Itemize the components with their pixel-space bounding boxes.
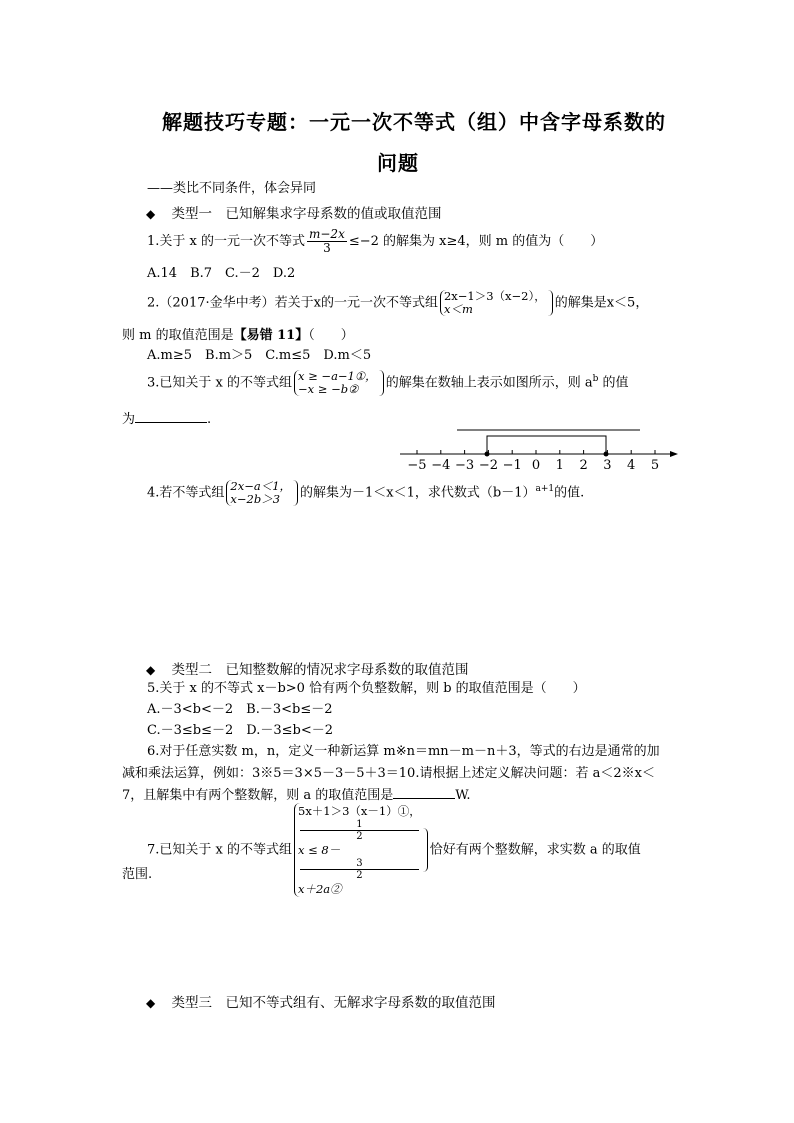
section-heading-type3 xyxy=(146,991,496,1011)
system-brace-end xyxy=(293,480,298,506)
fraction-numerator: 1 xyxy=(300,819,419,831)
question-text: 2.（2017·金华中考）若关于x的一元一次不等式组 xyxy=(147,295,438,311)
question-1-options: A.14 B.7 C.－2 D.2 xyxy=(147,266,296,281)
diamond-bullet-icon: ◆ xyxy=(146,663,156,677)
inequality-system xyxy=(440,290,546,316)
question-text: 的解集在数轴上表示如图所示，则 a xyxy=(385,375,593,391)
question-text: 4.若不等式组 xyxy=(147,485,225,501)
section-heading-type1 xyxy=(146,202,442,222)
tick-label: −3 xyxy=(455,458,475,473)
question-7-line2: 范围. xyxy=(122,867,153,882)
tick-label: 3 xyxy=(603,458,612,473)
question-text: 的解集是x＜5， xyxy=(554,295,649,311)
inequality-system xyxy=(226,480,291,506)
question-5-options-cd: C.－3≤b≤－2 D.－3≤b<－2 xyxy=(147,723,334,738)
subtitle: ——类比不同条件，体会异同 xyxy=(147,181,317,196)
question-text: 1.关于 x 的一元一次不等式 xyxy=(147,234,305,249)
question-6-line1: 6.对于任意实数 m，n，定义一种新运算 m※n＝mn－m－n＋3，等式的右边是通常的加 xyxy=(147,744,660,759)
answer-blank[interactable] xyxy=(393,798,455,799)
system-line-1: 2x−1＞3（x−2）， xyxy=(443,289,546,303)
question-4 xyxy=(147,480,584,506)
section-title: 类型三 已知不等式组有、无解求字母系数的取值范围 xyxy=(171,995,496,1011)
system-text: x＋2a② xyxy=(298,882,342,896)
exponent: b xyxy=(592,374,599,385)
question-7 xyxy=(147,803,641,897)
inequality-system xyxy=(294,803,421,897)
section-title: 类型一 已知解集求字母系数的值或取值范围 xyxy=(171,206,442,222)
answer-blank[interactable] xyxy=(135,422,207,423)
system-brace-end xyxy=(379,370,384,396)
fraction-numerator: 3 xyxy=(300,858,419,870)
question-2 xyxy=(147,290,648,316)
section-heading-type2 xyxy=(146,658,469,678)
inequality-system xyxy=(294,370,377,396)
question-text: W. xyxy=(455,788,471,803)
fraction xyxy=(300,858,419,881)
question-6-line2: 减和乘法运算，例如：3※5＝3×5－3－5＋3＝10.请根据上述定义解决问题：若 a＜2※x＜ xyxy=(122,766,655,781)
tick-label: −2 xyxy=(478,458,498,473)
question-3 xyxy=(147,370,628,396)
number-line-ticks xyxy=(407,450,659,473)
question-1 xyxy=(147,228,603,255)
section-title: 类型二 已知整数解的情况求字母系数的取值范围 xyxy=(171,662,469,678)
fraction xyxy=(307,228,347,255)
system-line-1: 2x−a＜1， xyxy=(230,479,292,493)
question-2-line2 xyxy=(122,327,354,345)
question-text: 为 xyxy=(122,412,136,427)
system-brace-end xyxy=(548,290,553,316)
tick-label: 2 xyxy=(579,458,588,473)
question-text: ≤−2 的解集为 x≥4，则 m 的值为（ ） xyxy=(348,234,604,249)
fraction-denominator: 2 xyxy=(356,831,363,842)
diamond-bullet-icon: ◆ xyxy=(146,207,156,221)
system-line-1: x ≥ −a−1①， xyxy=(298,369,377,383)
tick-label: 5 xyxy=(650,458,660,473)
question-5-options-ab: A.－3<b<－2 B.－3<b≤－2 xyxy=(147,702,333,717)
diamond-bullet-icon: ◆ xyxy=(146,996,156,1010)
question-text: 的值. xyxy=(554,485,585,501)
system-line-2: x＜m xyxy=(443,302,473,316)
system-line-2: −x ≥ −b② xyxy=(298,382,359,396)
question-text: . xyxy=(207,412,212,427)
number-line-figure xyxy=(400,422,680,474)
tick-label: 0 xyxy=(531,458,541,473)
question-text: 7.已知关于 x 的不等式组 xyxy=(147,842,292,858)
tick-label: 4 xyxy=(627,458,636,473)
system-line-2: x−2b＞3 xyxy=(230,492,281,506)
exponent: a+1 xyxy=(535,484,555,495)
fraction xyxy=(300,819,419,842)
question-text: 则 m 的取值范围是 xyxy=(122,328,234,343)
question-5: 5.关于 x 的不等式 x－b>0 恰有两个负整数解，则 b 的取值范围是（ ） xyxy=(147,681,586,696)
system-line-2 xyxy=(298,819,421,897)
axis-arrow-icon xyxy=(670,451,678,457)
tick-label: −1 xyxy=(502,458,522,473)
tick-label: −4 xyxy=(431,458,451,473)
question-3-line2 xyxy=(122,411,211,429)
solution-ray-right xyxy=(487,436,606,454)
page-title-line2: 问题 xyxy=(377,151,419,175)
system-brace-end xyxy=(423,828,428,872)
fraction-denominator: 3 xyxy=(323,241,331,255)
question-text: 3.已知关于 x 的不等式组 xyxy=(147,375,292,391)
system-text: x ≤ 8－ xyxy=(298,843,341,857)
question-text: 恰好有两个整数解，求实数 a 的取值 xyxy=(429,842,641,858)
question-text: （ ） xyxy=(308,328,354,343)
question-2-options: A.m≥5 B.m＞5 C.m≤5 D.m＜5 xyxy=(147,348,372,363)
tick-label: 1 xyxy=(555,458,564,473)
solid-dot-left xyxy=(485,452,490,457)
system-line-1: 5x＋1＞3（x－1）①， xyxy=(298,804,421,818)
fraction-denominator: 2 xyxy=(356,870,363,881)
error-tag: 【易错 11】 xyxy=(233,328,309,343)
solid-dot-right xyxy=(604,452,609,457)
question-text: 的值 xyxy=(598,375,629,391)
question-text: 7，且解集中有两个整数解，则 a 的取值范围是 xyxy=(122,788,394,803)
page-title-line1: 解题技巧专题：一元一次不等式（组）中含字母系数的 xyxy=(162,110,666,134)
question-text: 的解集为－1＜x＜1，求代数式（b－1） xyxy=(300,485,536,501)
tick-label: −5 xyxy=(407,458,427,473)
fraction-numerator: m−2x xyxy=(309,227,345,241)
